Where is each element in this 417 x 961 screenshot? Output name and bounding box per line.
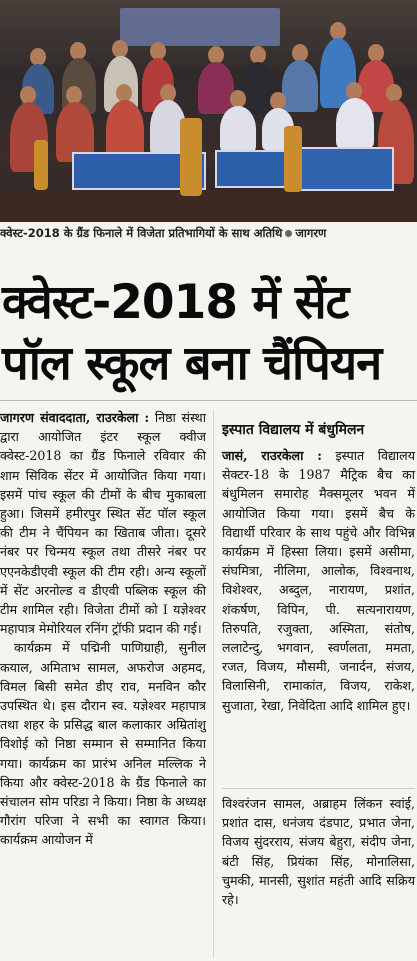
continuation-article bbox=[222, 794, 415, 909]
bullet-icon bbox=[285, 230, 292, 237]
stage-screen bbox=[120, 8, 280, 46]
trophy bbox=[284, 126, 302, 192]
trophy bbox=[34, 140, 48, 190]
continuation-text: विश्वरंजन सामल, अब्राहम लिंकन स्वांई, प्रशांत दास, धनंजय दंडपाट, प्रभात जेना, विजय सुंदरराय, संजय बेहुरा, संदीप जेना, बंटी सिंह, प्रियंका सिंह, मोनालिसा, चुमकी, मानसी, सुशांत महंती आदि सक्रिय रहे। bbox=[222, 796, 415, 908]
article-paragraph-1 bbox=[0, 408, 206, 638]
trophy bbox=[180, 118, 202, 196]
person bbox=[282, 60, 318, 112]
award-banner bbox=[300, 147, 394, 191]
photo-caption bbox=[0, 226, 417, 241]
headline-line-2: पॉल स्कूल बना चैंपियन bbox=[2, 336, 382, 391]
divider bbox=[0, 400, 417, 401]
article-byline: जागरण संवाददाता, राउरकेला : bbox=[0, 410, 150, 425]
article-paragraph-2 bbox=[0, 638, 206, 849]
caption-text: क्वेस्ट-2018 के ग्रैंड फिनाले में विजेता प्रतिभागियों के साथ अतिथि bbox=[0, 226, 283, 240]
news-photo bbox=[0, 0, 417, 222]
headline bbox=[2, 272, 414, 394]
person bbox=[336, 98, 374, 148]
article-text-1: निष्ठा संस्था द्वारा आयोजित इंटर स्कूल क्वीज क्वेस्ट-2018 का ग्रैंड फिनाले रविवार की शाम सिविक सेंटर में आयोजित किया गया। इसमें पांच स्कूल की टीमों के बीच मुकाबला हुआ। जिसमें हमीरपुर स्थित सेंट पॉल स्कूल की टीम ने चैंपियन का खिताब जीता। दूसरे नंबर पर चिन्मय स्कूल तथा तीसरे नंबर पर एएनकेडीएवी स्कूल की टीम रही। अन्य स्कूलों में सेंट अरनोल्ड व डीएवी पब्लिक स्कूल की टीम शामिल रही। विजेता टीमों को I यज्ञेश्वर महापात्र मेमोरियल रनिंग ट्रॉफी प्रदान की गई। bbox=[0, 410, 206, 637]
article-text-2: कार्यक्रम में पद्मिनी पाणिग्राही, सुनील कयाल, अमिताभ सामल, अफरोज अहमद, विमल बिसी समेत डीए राव, मनविन कौर उपस्थित थे। इस दौरान स्व. यज्ञेश्वर महापात्र तथा शहर के प्रसिद्ध बाल कलाकार अम्रितांशु विशोई को निष्ठा सम्मान से सम्मानित किया गया। कार्यक्रम का प्रारंभ अनिल मल्लिक ने किया और क्वेस्ट-2018 के ग्रैंड फिनाले का संचालन सोम परिडा ने किया। निष्ठा के अध्यक्ष गौरांग परिजा ने सभी का स्वागत किया। कार्यक्रम आयोजन में bbox=[0, 640, 206, 848]
main-article bbox=[0, 408, 206, 850]
person bbox=[220, 106, 256, 152]
sidebar-paragraph bbox=[222, 446, 415, 715]
caption-source: जागरण bbox=[295, 226, 327, 240]
stage-floor bbox=[0, 190, 417, 222]
sidebar-byline: जासं, राउरकेला : bbox=[222, 448, 322, 463]
person bbox=[198, 62, 234, 114]
award-banner bbox=[215, 150, 289, 188]
headline-line-1: क्वेस्ट-2018 में सेंट bbox=[2, 275, 349, 330]
sidebar-text: इस्पात विद्यालय सेक्टर-18 के 1987 मैट्रिक बैच का बंधुमिलन समारोह मैक्समूलर भवन में आयोजित किया गया। इसमें बैच के विद्यार्थी परिवार के साथ पहुंचे और विभिन्न कार्यक्रम में हिस्सा लिया। इसमें असीमा, संघमित्रा, नीलिमा, आलोक, विश्वनाथ, विशेश्वर, अब्दुल, नारायण, प्रशांत, शंकर्षण, विपिन, पी. सत्यनारायण, तिरुपति, रजुक्ता, अस्मिता, संतोष, ललाटेन्दु, भगवान, स्वर्णलता, ममता, रजत, विजय, मौसमी, जनार्दन, संजय, विलासिनी, रामाकांत, विजय, राकेश, सुजाता, रेखा, निवेदिता आदि शामिल हुए। bbox=[222, 448, 416, 713]
sidebar-divider bbox=[222, 788, 415, 789]
person bbox=[106, 100, 144, 160]
column-divider bbox=[213, 410, 214, 958]
sidebar-title: इस्पात विद्यालय में बंधुमिलन bbox=[222, 422, 365, 438]
sidebar-article bbox=[222, 446, 415, 715]
